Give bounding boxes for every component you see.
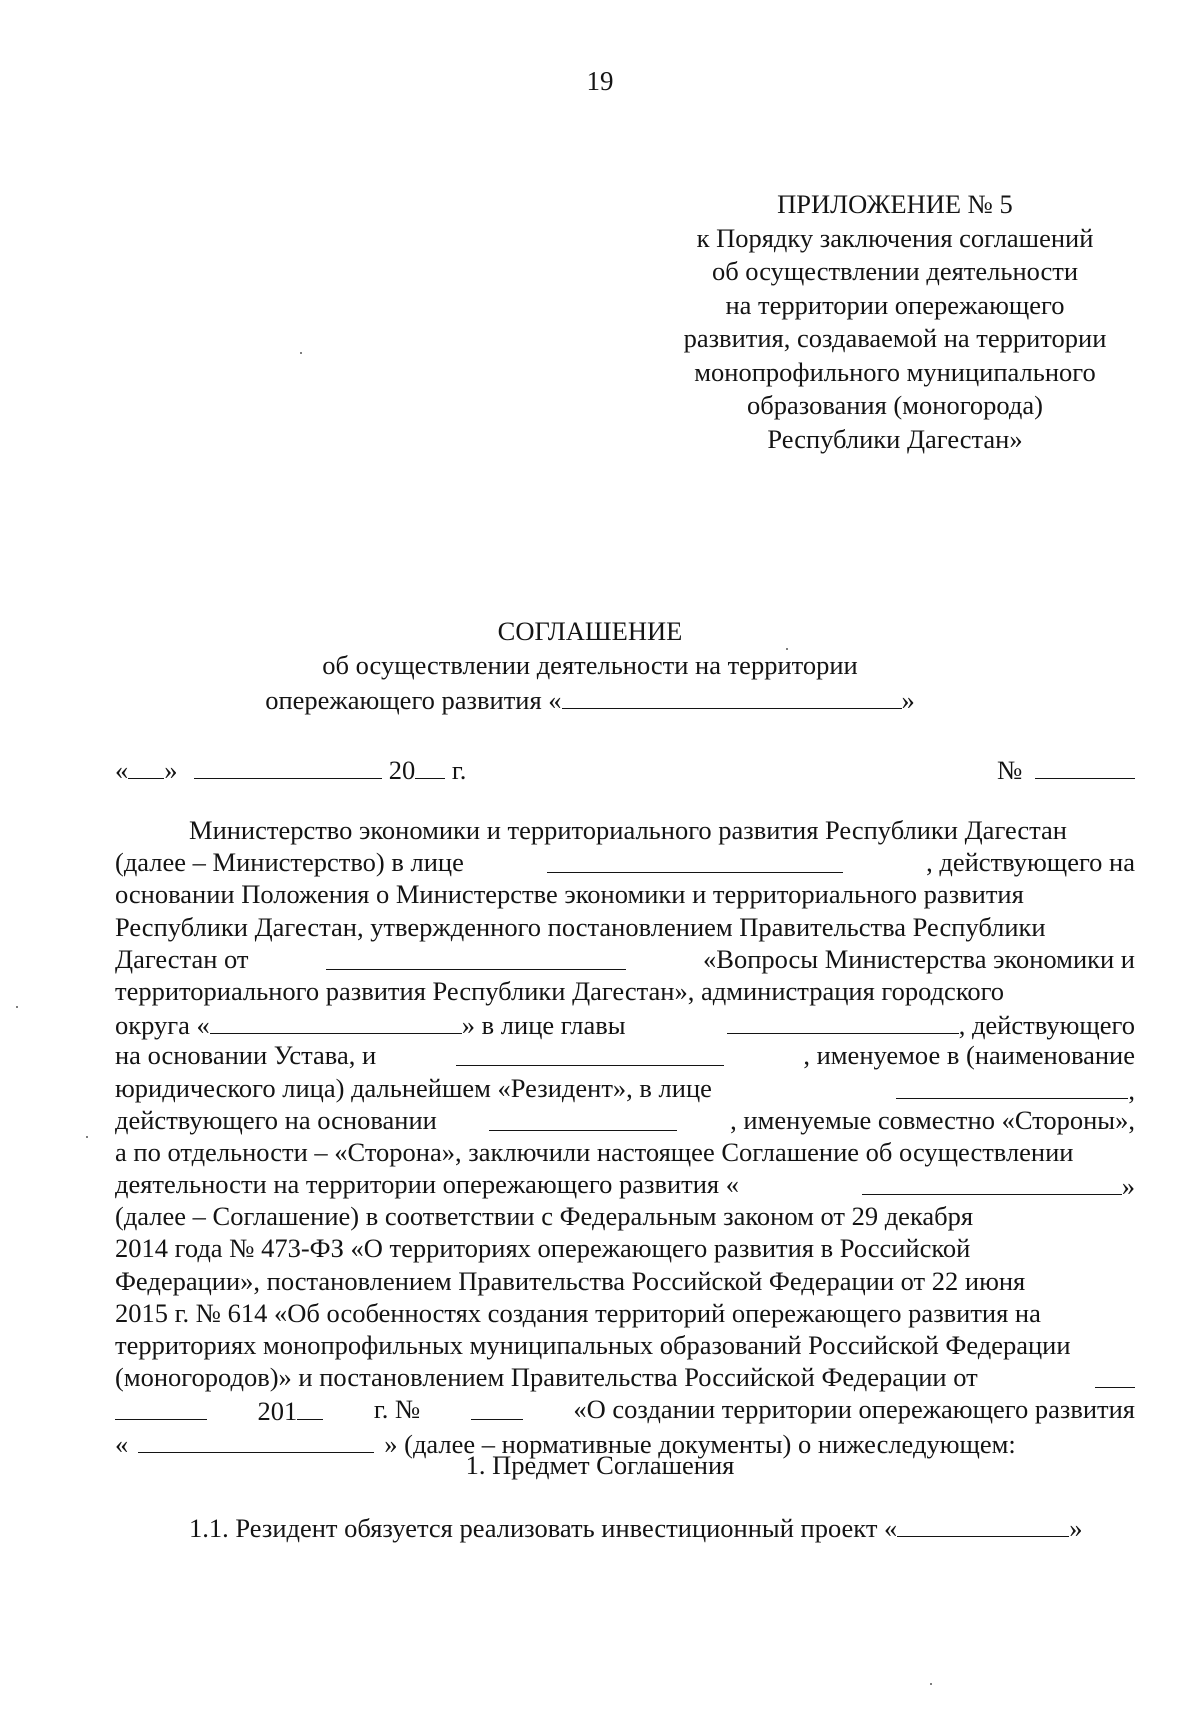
resolution-number-blank [471,1393,523,1420]
preamble-line: территориального развития Республики Дагестан», администрация городского [115,975,1005,1006]
appendix-line: на территории опережающего [725,289,1065,320]
investment-project-blank [897,1510,1069,1537]
preamble-line: деятельности на территории опережающего развития « » [115,1169,1135,1202]
preamble-line: действующего на основании , именуемые совместно «Стороны», [115,1104,1135,1135]
territory-name-blank-2 [862,1168,1122,1195]
preamble-line: (далее – Соглашение) в соответствии с Федеральным законом от 29 декабря [115,1201,974,1232]
preamble-line: территориях монопрофильных муниципальных образований Российской Федерации [115,1330,1071,1360]
appendix-header [660,188,1130,456]
territory-name-blank [562,682,902,709]
agreement-number-blank [1035,752,1135,779]
preamble-paragraph [115,814,1135,1458]
appendix-line: об осуществлении деятельности [711,256,1079,286]
resolution-month-blank [115,1393,207,1420]
preamble-line: округа « » в лице главы , действующего [115,1007,1135,1039]
year-blank [415,752,445,779]
scan-speck [86,1136,88,1138]
resolution-day-blank [1095,1361,1135,1388]
preamble-line: (далее – Министерство) в лице , действующего на [115,847,1135,878]
appendix-line: образования (моногорода) [747,390,1043,420]
preamble-line: на основании Устава, и , именуемое в (наименование [115,1040,1135,1071]
preamble-line: юридического лица) дальнейшем «Резидент», в лице , [115,1072,1135,1105]
resolution-date-blank [326,943,626,970]
preamble-line: 2015 г. № 614 «Об особенностях создания территорий опережающего развития на [115,1297,1041,1328]
scan-speck [786,648,788,650]
appendix-line: развития, создаваемой на территории [683,323,1107,353]
month-blank [194,752,382,779]
agreement-heading: СОГЛАШЕНИЕ [497,616,683,646]
agreement-title-block [190,614,990,717]
ministry-representative-blank [547,846,843,873]
preamble-line: 2014 года № 473-ФЗ «О территориях опережающего развития в Российской [115,1233,971,1264]
resident-basis-blank [489,1104,677,1131]
appendix-title: ПРИЛОЖЕНИЕ № 5 [777,189,1013,219]
agreement-number-line: № [997,752,1135,786]
clause-1-1: 1.1. Резидент обязуется реализовать инвестиционный проект « » [189,1510,1135,1545]
day-blank [128,752,164,779]
preamble-line: Министерство экономики и территориального развития Республики Дагестан [189,815,1067,845]
head-name-blank [727,1007,959,1034]
date-line: « » 20 г. [115,752,466,786]
section-heading: 1. Предмет Соглашения [465,1450,735,1480]
resolution-year-blank [297,1393,323,1420]
preamble-line: 201 г. № «О создании территории опережающего развития [115,1393,1135,1425]
resident-representative-blank [896,1072,1128,1099]
scan-speck [300,352,302,354]
appendix-line: Республики Дагестан» [767,423,1023,454]
appendix-line: к Порядку заключения соглашений [696,222,1094,253]
preamble-line: « » (далее – нормативные документы) о нижеследующем: [115,1426,1135,1458]
page-number: 19 [586,66,614,96]
preamble-line: а по отдельности – «Сторона», заключили настоящее Соглашение об осуществлении [115,1136,1074,1167]
preamble-line: основании Положения о Министерстве экономики и территориального развития [115,879,1024,910]
preamble-line: Дагестан от «Вопросы Министерства экономики и [115,943,1135,974]
preamble-line: (моногородов)» и постановлением Правительства Российской Федерации от [115,1361,1135,1393]
scan-speck [930,1683,932,1685]
appendix-line: монопрофильного муниципального [694,356,1096,387]
agreement-subtitle: об осуществлении деятельности на территории [322,650,858,680]
city-district-blank [210,1007,462,1034]
scan-speck [16,1006,18,1008]
preamble-line: Республики Дагестан, утвержденного постановлением Правительства Республики [115,911,1046,942]
resident-name-blank [456,1039,724,1066]
preamble-line: Федерации», постановлением Правительства Российской Федерации от 22 июня [115,1265,1026,1296]
agreement-subtitle-2: опережающего развития « » [190,682,990,717]
